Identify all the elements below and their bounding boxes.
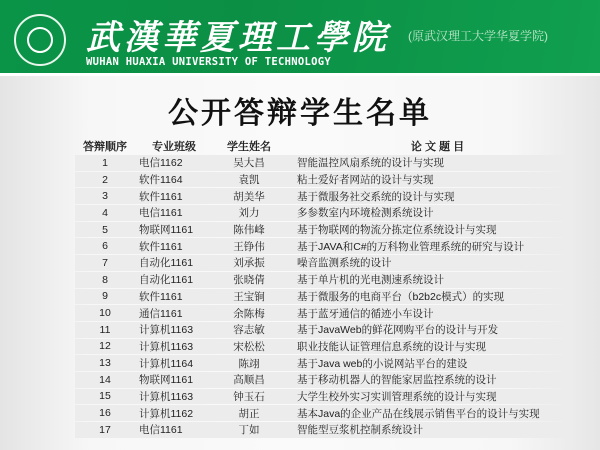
cell-student: 刘承振: [213, 255, 285, 271]
cell-order: 17: [75, 422, 135, 438]
table-header-row: [75, 138, 570, 154]
cell-student: 王宝锏: [213, 289, 285, 305]
cell-class: 电信1161: [135, 422, 213, 438]
cell-order: 5: [75, 222, 135, 238]
cell-student: 钟玉石: [213, 389, 285, 405]
cell-thesis: 基于单片机的光电测速系统设计: [285, 272, 570, 288]
page-title: 公开答辩学生名单: [168, 97, 432, 130]
cell-class: 计算机1163: [135, 322, 213, 338]
cell-student: 胡美华: [213, 188, 285, 204]
header-student: 学生姓名: [227, 141, 271, 153]
cell-class: 软件1161: [135, 238, 213, 254]
header-order: 答辩顺序: [83, 141, 127, 153]
cell-class: 通信1161: [135, 305, 213, 321]
cell-class: 物联网1161: [135, 372, 213, 388]
cell-student: 袁凯: [213, 172, 285, 188]
table-row: [75, 372, 570, 388]
cell-class: 计算机1162: [135, 405, 213, 421]
table-row: [75, 188, 570, 204]
cell-student: 王铮伟: [213, 238, 285, 254]
cell-student: 丁如: [213, 422, 285, 438]
table-row: [75, 155, 570, 171]
table-row: [75, 272, 570, 288]
defense-schedule-table: [75, 137, 570, 439]
cell-class: 计算机1163: [135, 389, 213, 405]
cell-student: 胡正: [213, 405, 285, 421]
header-thesis: 论 文 题 目: [410, 141, 465, 153]
cell-thesis: 智能温控风扇系统的设计与实现: [285, 155, 570, 171]
table-row: [75, 405, 570, 421]
table-row: [75, 305, 570, 321]
table-row: [75, 289, 570, 305]
university-logo-icon: [14, 14, 66, 66]
cell-thesis: 多参数室内环境检测系统设计: [285, 205, 570, 221]
former-name: (原武汉理工大学华夏学院): [408, 29, 548, 43]
cell-student: 宋松松: [213, 339, 285, 355]
table-row: [75, 238, 570, 254]
cell-order: 4: [75, 205, 135, 221]
cell-order: 16: [75, 405, 135, 421]
university-banner: [0, 0, 600, 76]
cell-order: 3: [75, 188, 135, 204]
table-row: [75, 339, 570, 355]
cell-thesis: 职业技能认证管理信息系统的设计与实现: [285, 339, 570, 355]
university-name-cn: 武漢華夏理工學院: [86, 18, 390, 58]
cell-thesis: 基于蓝牙通信的循迹小车设计: [285, 305, 570, 321]
cell-class: 软件1164: [135, 172, 213, 188]
cell-thesis: 基于微服务社交系统的设计与实现: [285, 188, 570, 204]
table-row: [75, 205, 570, 221]
cell-student: 容志敏: [213, 322, 285, 338]
table-row: [75, 389, 570, 405]
table-row: [75, 355, 570, 371]
cell-thesis: 基于物联网的物流分拣定位系统设计与实现: [285, 222, 570, 238]
cell-order: 2: [75, 172, 135, 188]
cell-class: 电信1162: [135, 155, 213, 171]
cell-student: 余陈梅: [213, 305, 285, 321]
cell-student: 陈翊: [213, 355, 285, 371]
cell-student: 高顺昌: [213, 372, 285, 388]
cell-class: 计算机1163: [135, 339, 213, 355]
cell-thesis: 基本Java的企业产品在线展示销售平台的设计与实现: [285, 405, 570, 421]
cell-thesis: 基于微服务的电商平台（b2b2c模式）的实现: [285, 289, 570, 305]
university-name-en: WUHAN HUAXIA UNIVERSITY OF TECHNOLOGY: [86, 56, 331, 68]
cell-thesis: 大学生校外实习实训管理系统的设计与实现: [285, 389, 570, 405]
cell-thesis: 智能型豆浆机控制系统设计: [285, 422, 570, 438]
cell-order: 8: [75, 272, 135, 288]
table-row: [75, 322, 570, 338]
cell-thesis: 基于Java web的小说网站平台的建设: [285, 355, 570, 371]
cell-thesis: 基于移动机器人的智能家居监控系统的设计: [285, 372, 570, 388]
cell-student: 张晓倩: [213, 272, 285, 288]
cell-class: 电信1161: [135, 205, 213, 221]
cell-order: 1: [75, 155, 135, 171]
cell-order: 13: [75, 355, 135, 371]
cell-order: 6: [75, 238, 135, 254]
cell-order: 10: [75, 305, 135, 321]
cell-thesis: 噪音监测系统的设计: [285, 255, 570, 271]
table-row: [75, 255, 570, 271]
cell-order: 14: [75, 372, 135, 388]
table-row: [75, 222, 570, 238]
cell-order: 11: [75, 322, 135, 338]
cell-thesis: 粘土爱好者网站的设计与实现: [285, 172, 570, 188]
cell-order: 7: [75, 255, 135, 271]
table-row: [75, 172, 570, 188]
cell-class: 物联网1161: [135, 222, 213, 238]
cell-order: 9: [75, 289, 135, 305]
cell-order: 12: [75, 339, 135, 355]
cell-class: 自动化1161: [135, 272, 213, 288]
cell-order: 15: [75, 389, 135, 405]
cell-student: 陈伟峰: [213, 222, 285, 238]
cell-class: 软件1161: [135, 289, 213, 305]
cell-student: 吴大昌: [213, 155, 285, 171]
cell-class: 软件1161: [135, 188, 213, 204]
cell-thesis: 基于JavaWeb的鲜花网购平台的设计与开发: [285, 322, 570, 338]
header-class: 专业班级: [152, 141, 196, 153]
cell-class: 计算机1164: [135, 355, 213, 371]
cell-thesis: 基于JAVA和C#的万科物业管理系统的研究与设计: [285, 238, 570, 254]
cell-class: 自动化1161: [135, 255, 213, 271]
table-row: [75, 422, 570, 438]
cell-student: 刘力: [213, 205, 285, 221]
